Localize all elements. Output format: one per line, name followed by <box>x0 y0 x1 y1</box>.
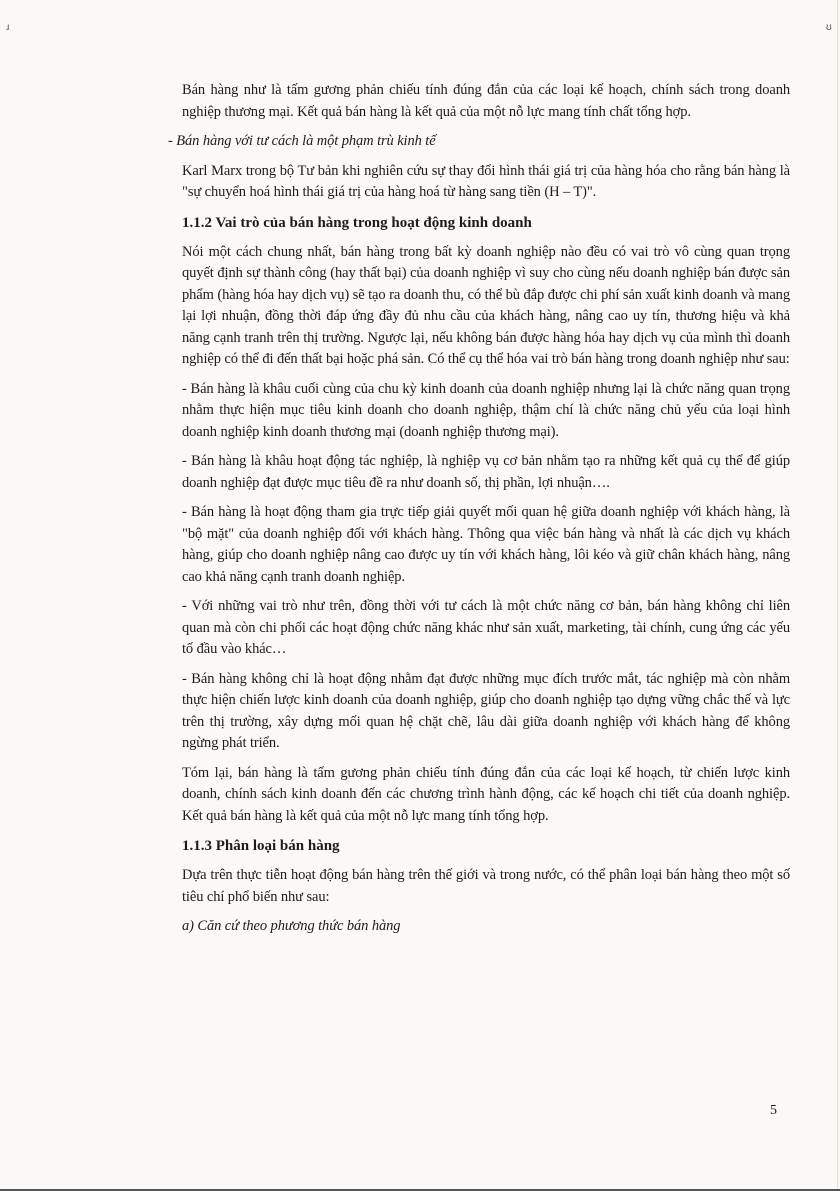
paragraph-role-intro: Nói một cách chung nhất, bán hàng trong bất kỳ doanh nghiệp nào đều có vai trò vô cùng quan trọng quyết định sự thành công (hay thất bại) của doanh nghiệp vì suy cho cùng nếu doanh nghiệp bán được sản phẩm (hàng hóa hay dịch vụ) sẽ tạo ra doanh thu, có thể bù đắp được chi phí sản xuất kinh doanh và mang lại lợi nhuận, đồng thời đáp ứng đầy đủ nhu cầu của khách hàng, nâng cao uy tín, thương hiệu và khả năng cạnh tranh trên thị trường. Ngược lại, nếu không bán được hàng hóa hay dịch vụ của mình thì doanh nghiệp có thể đi đến thất bại hoặc phá sản. Có thể cụ thể hóa vai trò bán hàng trong doanh nghiệp như sau: <box>182 243 790 367</box>
paragraph-role-2: - Bán hàng là khâu hoạt động tác nghiệp, là nghiệp vụ cơ bản nhằm tạo ra những kết quả cụ thể để giúp doanh nghiệp đạt được mục tiêu đề ra như doanh số, thị phần, lợi nhuận…. <box>182 453 790 491</box>
subheading-by-method: a) Căn cứ theo phương thức bán hàng <box>182 918 401 934</box>
subheading-economic-category: - Bán hàng với tư cách là một phạm trù kinh tế <box>168 133 436 149</box>
corner-mark-left: ɹ <box>6 22 10 33</box>
paragraph-role-3: - Bán hàng là hoạt động tham gia trực tiếp giải quyết mối quan hệ giữa doanh nghiệp với khách hàng, là "bộ mặt" của doanh nghiệp đối với khách hàng. Thông qua việc bán hàng và nhất là các dịch vụ khách hàng, giúp cho doanh nghiệp nâng cao được uy tín với khách hàng, lôi kéo và giữ chân khách hàng, nâng cao khả năng cạnh tranh doanh nghiệp. <box>182 504 790 585</box>
page-number: 5 <box>770 1103 777 1118</box>
paragraph-role-4: - Với những vai trò như trên, đồng thời với tư cách là một chức năng cơ bản, bán hàng không chỉ liên quan mà còn chi phối các hoạt động chức năng khác như sản xuất, marketing, tài chính, cung ứng các yếu tố đầu vào khác… <box>182 598 790 657</box>
paragraph-role-5: - Bán hàng không chỉ là hoạt động nhằm đạt được những mục đích trước mắt, tác nghiệp mà còn nhằm thực hiện chiến lược kinh doanh của doanh nghiệp, giúp cho doanh nghiệp tạo dựng vững chắc thế và lực trên thị trường, xây dựng mối quan hệ chặt chẽ, lâu dài giữa doanh nghiệp với khách hàng để không ngừng phát triển. <box>182 670 790 751</box>
page-body <box>168 80 790 946</box>
page-edge <box>837 0 838 1191</box>
paragraph-1: Bán hàng như là tấm gương phản chiếu tính đúng đắn của các loại kế hoạch, chính sách trong doanh nghiệp thương mại. Kết quả bán hàng là kết quả của một nỗ lực mang tính chất tổng hợp. <box>182 82 790 120</box>
corner-mark-right: ʊ <box>826 22 832 33</box>
section-heading-1-1-3: 1.1.3 Phân loại bán hàng <box>182 838 340 854</box>
paragraph-role-1: - Bán hàng là khâu cuối cùng của chu kỳ kinh doanh của doanh nghiệp nhưng lại là chức năng quan trọng nhằm thực hiện mục tiêu kinh doanh cho doanh nghiệp, thậm chí là chức năng chủ yếu của loại hình doanh nghiệp kinh doanh thương mại (doanh nghiệp thương mại). <box>182 380 790 440</box>
section-heading-1-1-2: 1.1.2 Vai trò của bán hàng trong hoạt động kinh doanh <box>182 214 532 231</box>
paragraph-classification-intro: Dựa trên thực tiễn hoạt động bán hàng trên thế giới và trong nước, có thể phân loại bán hàng theo một số tiêu chí phổ biến như sau: <box>182 867 790 905</box>
paragraph-summary: Tóm lại, bán hàng là tấm gương phản chiếu tính đúng đắn của các loại kế hoạch, từ chiến lược kinh doanh, chính sách kinh doanh đến các chương trình hành động, các kế hoạch chi tiết của doanh nghiệp. Kết quả bán hàng là kết quả của một nỗ lực mang tính tổng hợp. <box>182 764 790 824</box>
paragraph-karl-marx: Karl Marx trong bộ Tư bản khi nghiên cứu sự thay đổi hình thái giá trị của hàng hóa cho rằng bán hàng là "sự chuyển hoá hình thái giá trị của hàng hoá từ hàng sang tiền (H – T)". <box>182 162 790 200</box>
